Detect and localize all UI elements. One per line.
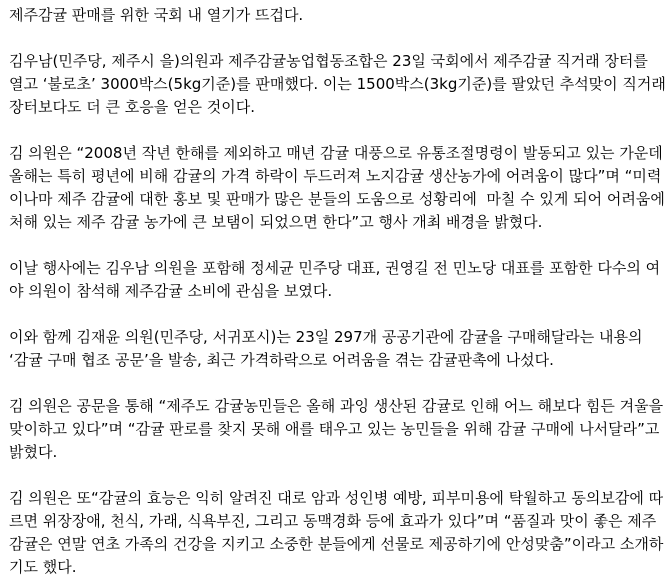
article-paragraph: 김 의원은 “2008년 작년 한해를 제외하고 매년 감귤 대풍으로 유통조절명령이 발동되고 있는 가운데 올해는 특히 평년에 비해 감귤의 가격 하락이 두드러져 노지감귤 생산농가에 어려움이 많다”며 “미력이나마 제주 감귤에 대한 홍보 및 판매가 많은 분들의 도움으로 성황리에 마칠 수 있게 되어 어려움에 처해 있는 제주 감귤 농가에 큰 보탬이 되었으면 한다”고 행사 개최 배경을 밝혔다. xyxy=(9,144,670,231)
article-paragraph: 제주감귤 판매를 위한 국회 내 열기가 뜨겁다. xyxy=(9,6,304,24)
article-paragraph: 이날 행사에는 김우남 의원을 포함해 정세균 민주당 대표, 권영길 전 민노당 대표를 포함한 다수의 여야 의원이 참석해 제주감귤 소비에 관심을 보였다. xyxy=(9,259,661,300)
article-paragraph: 이와 함께 김재윤 의원(민주당, 서귀포시)는 23일 297개 공공기관에 감귤을 구매해달라는 내용의 ‘감귤 구매 협조 공문’을 발송, 최근 가격하락으로 어려움을 겪는 감귤판촉에 나섰다. xyxy=(9,328,648,369)
article-paragraph: 김 의원은 공문을 통해 “제주도 감귤농민들은 올해 과잉 생산된 감귤로 인해 어느 해보다 힘든 겨울을 맞이하고 있다”며 “감귤 판로를 찾지 못해 애를 태우고 있는 농민들을 위해 감귤 구매에 나서달라”고 밝혔다. xyxy=(9,397,668,461)
article-paragraph: 김 의원은 또“감귤의 효능은 익히 알려진 대로 암과 성인병 예방, 피부미용에 탁월하고 동의보감에 따르면 위장장애, 천식, 가래, 식욕부진, 그리고 동맥경화 등에 효과가 있다”며 “품질과 맛이 좋은 제주 감귤은 연말 연초 가족의 건강을 지키고 소중한 분들에게 선물로 제공하기에 안성맞춤”이라고 소개하기도 했다. xyxy=(9,489,664,576)
article-paragraph: 김우남(민주당, 제주시 을)의원과 제주감귤농업협동조합은 23일 국회에서 제주감귤 직거래 장터를 열고 ‘불로초’ 3000박스(5kg기준)를 판매했다. 이는 1500박스(3kg기준)를 팔았던 추석맞이 직거래 장터보다도 더 큰 호응을 얻은 것이다. xyxy=(9,52,671,116)
